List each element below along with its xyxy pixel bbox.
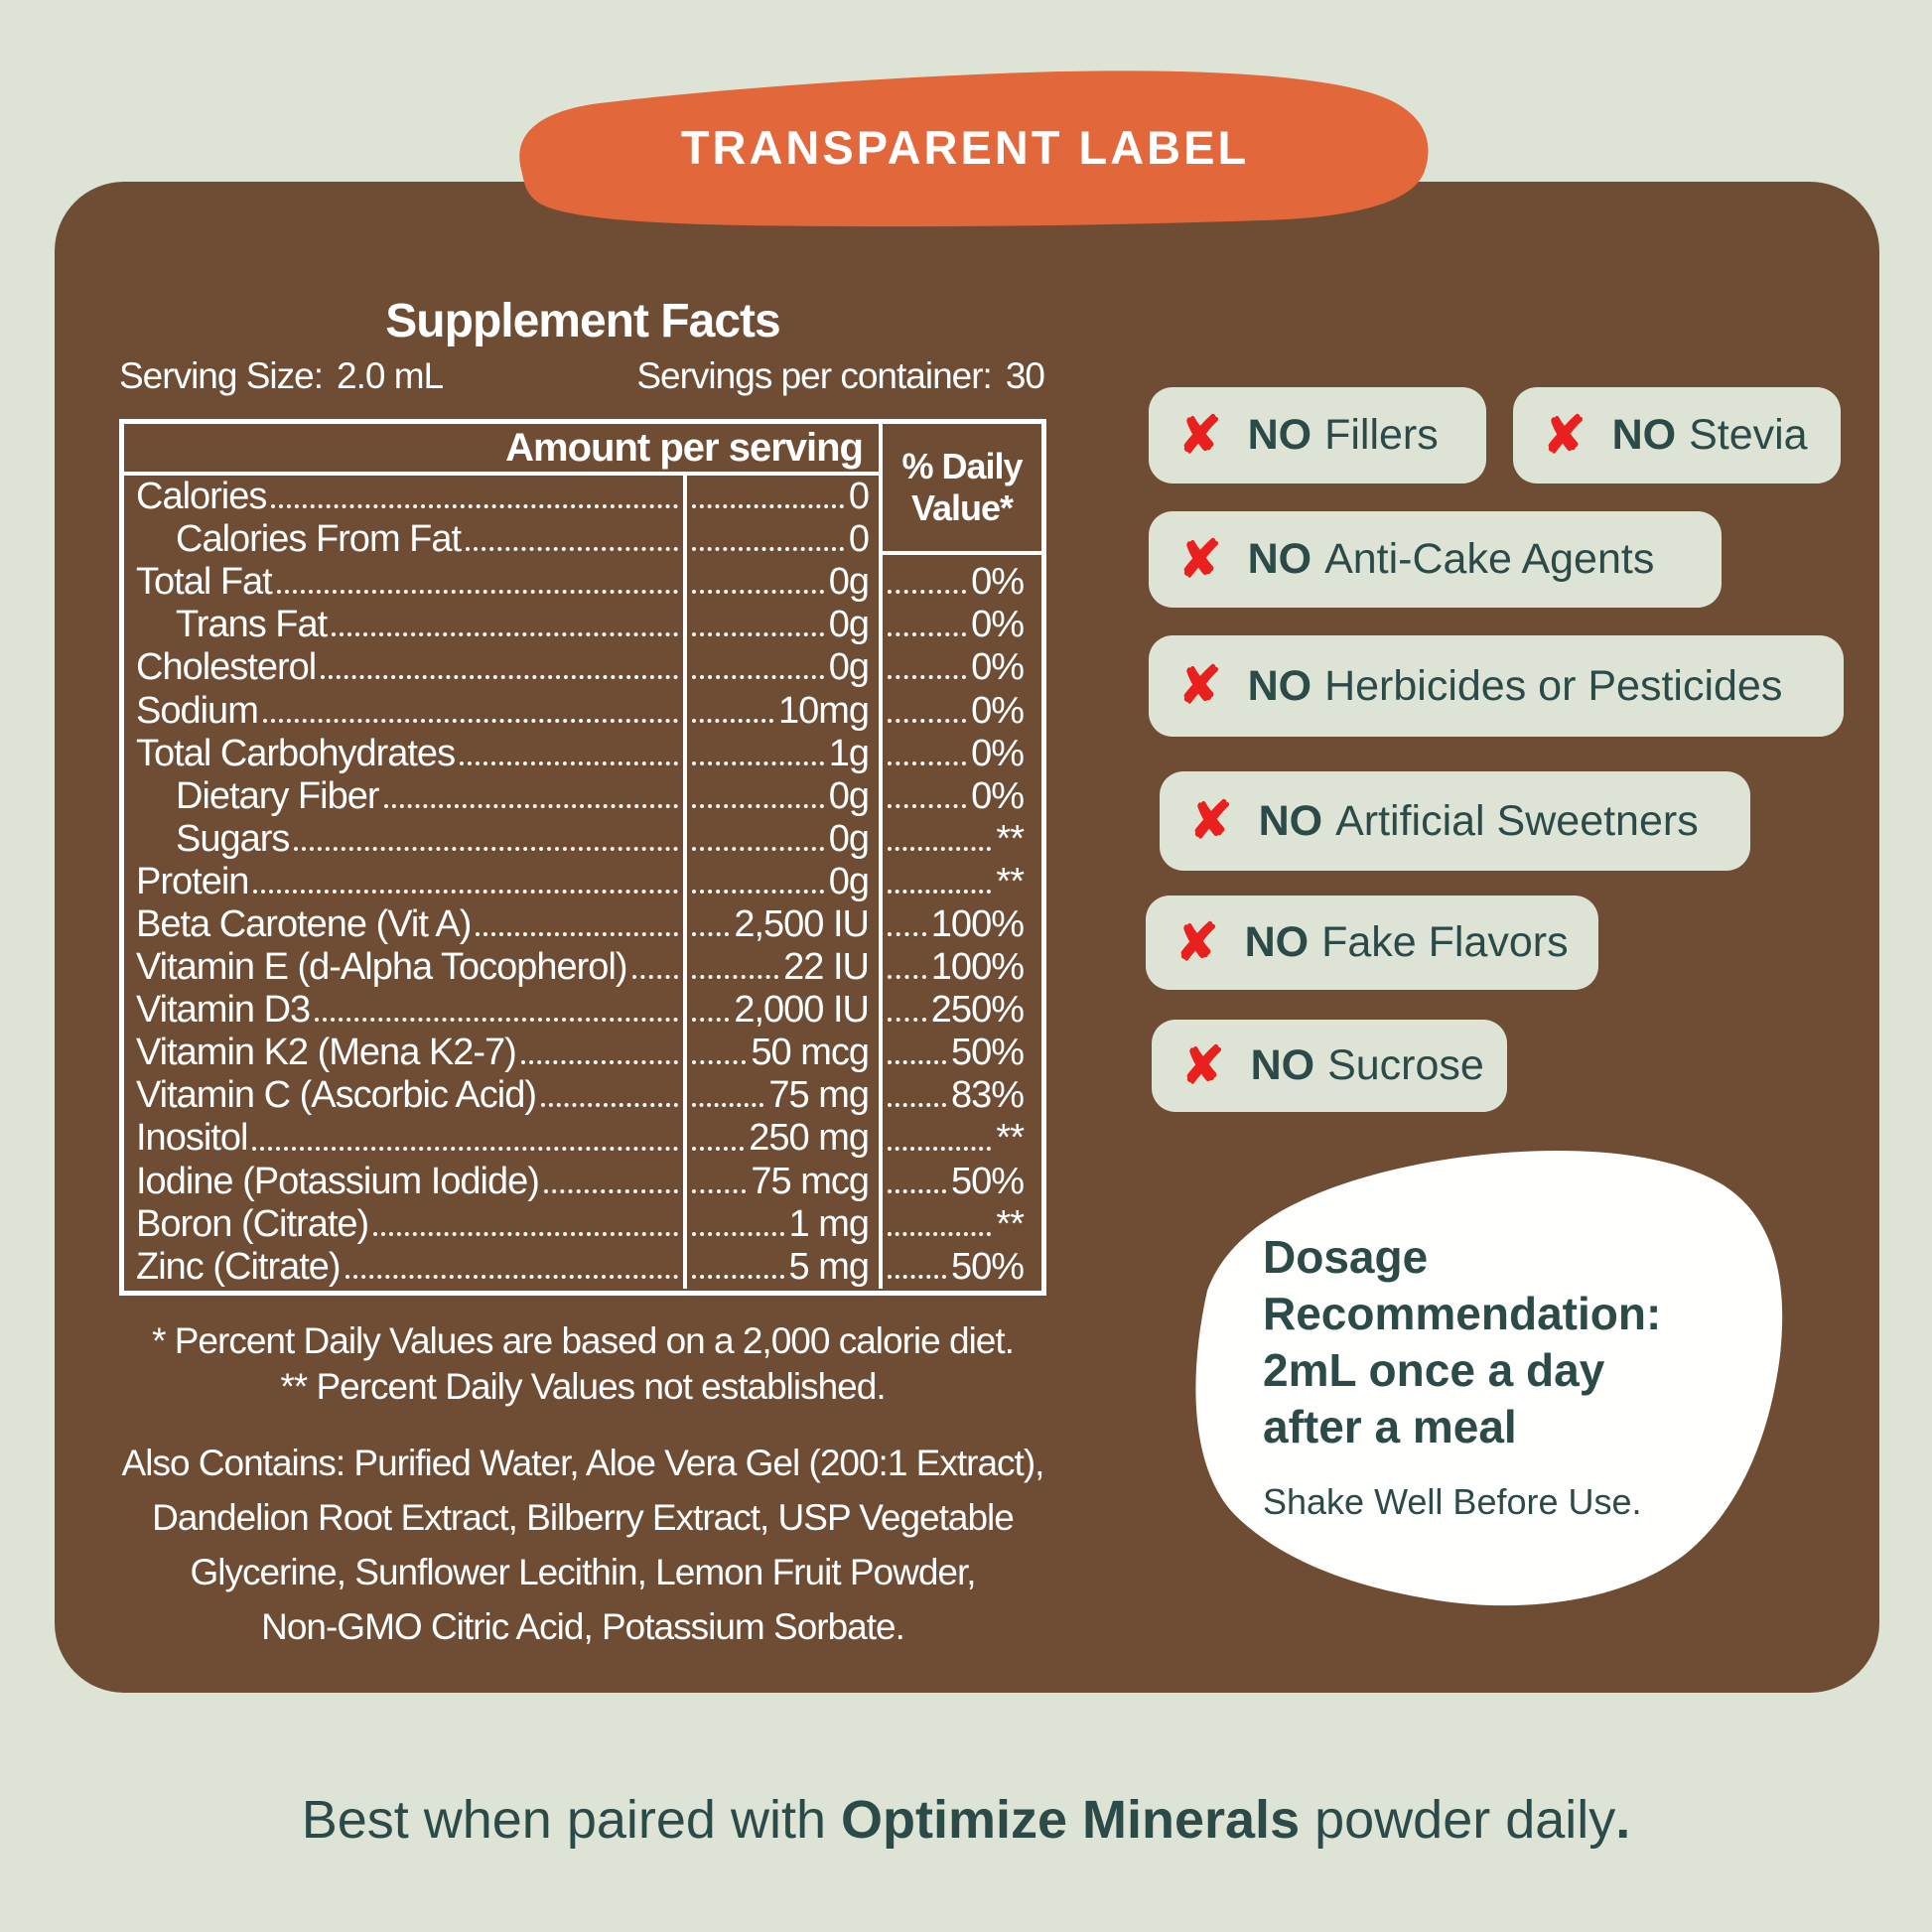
nutrient-amount: 250 mg: [749, 1117, 869, 1160]
nutrient-amount-cell: [683, 989, 879, 1032]
red-cross-icon: ✘: [1543, 406, 1587, 465]
nutrient-amount-cell: [683, 861, 879, 903]
nutrient-dv-cell: [879, 733, 1041, 775]
table-row: [124, 1074, 1041, 1117]
dot-leader: [888, 761, 966, 765]
nutrient-dv-cell: [879, 646, 1041, 689]
nutrient-dv: 0%: [971, 732, 1024, 774]
dot-leader: [888, 590, 966, 594]
nutrient-dv-cell: [879, 903, 1041, 946]
nutrient-label: Dietary Fiber: [176, 774, 379, 817]
supplement-facts-title: Supplement Facts: [385, 295, 780, 347]
also-contains-line: Dandelion Root Extract, Bilberry Extract, USP Vegetable: [152, 1497, 1014, 1538]
nutrient-dv: 250%: [930, 989, 1024, 1032]
tagline-prefix: Best when paired with: [301, 1790, 841, 1850]
nutrient-label: Total Fat: [136, 561, 272, 604]
badge-no-word: NO: [1244, 918, 1310, 966]
red-cross-icon: ✘: [1178, 657, 1222, 715]
table-row: [124, 561, 1041, 604]
dot-leader: [692, 632, 824, 636]
dot-leader: [294, 847, 678, 851]
dot-leader: [252, 1147, 678, 1151]
table-row: [124, 733, 1041, 775]
nutrient-label: Sodium: [136, 689, 258, 732]
dot-leader: [888, 1275, 946, 1279]
dot-leader: [888, 1018, 926, 1022]
nutrient-amount-cell: [683, 1246, 879, 1289]
shake-well-note: Shake Well Before Use.: [1263, 1481, 1642, 1522]
nutrient-label: Trans Fat: [176, 604, 328, 646]
dot-leader: [692, 1060, 746, 1064]
nutrient-amount: 75 mg: [768, 1074, 869, 1117]
dot-leader: [544, 1189, 678, 1193]
badge-no-word: NO: [1250, 1041, 1315, 1089]
nutrient-label-cell: [124, 1203, 683, 1246]
table-row: [124, 518, 1041, 561]
nutrient-amount-cell: [683, 818, 879, 861]
nutrient-label-cell: [124, 946, 683, 989]
table-row: [124, 818, 1041, 861]
nutrient-amount: 10mg: [777, 689, 869, 732]
dosage-recommendation-text: [1263, 1229, 1749, 1523]
serving-info-line: [119, 355, 1044, 397]
nutrient-amount-cell: [683, 775, 879, 818]
dot-leader: [476, 932, 678, 936]
nutrient-label-cell: [124, 1032, 683, 1074]
nutrient-label-cell: [124, 818, 683, 861]
nutrient-label: Beta Carotene (Vit A): [136, 902, 472, 945]
nutrient-label-cell: [124, 1161, 683, 1203]
nutrient-label-cell: [124, 604, 683, 646]
serving-size-label: Serving Size:: [119, 355, 323, 396]
nutrient-label-cell: [124, 646, 683, 689]
red-cross-icon: ✘: [1181, 1036, 1225, 1095]
no-badge-artificial-sweetners: [1160, 771, 1750, 871]
badge-no-word: NO: [1611, 411, 1677, 459]
nutrient-dv-cell: [879, 946, 1041, 989]
red-cross-icon: ✘: [1178, 530, 1222, 589]
no-badge-stevia: [1513, 387, 1841, 483]
dot-leader: [692, 675, 824, 679]
nutrient-label-cell: [124, 1246, 683, 1289]
no-badge-anti-cake-agents: [1149, 511, 1722, 608]
dot-leader: [692, 890, 824, 894]
dot-leader: [271, 504, 678, 508]
dot-leader: [888, 1189, 946, 1193]
dot-leader: [692, 1275, 784, 1279]
transparent-label-banner: [493, 64, 1437, 230]
table-row: [124, 1161, 1041, 1203]
nutrient-label: Iodine (Potassium Iodide): [136, 1160, 539, 1202]
dot-leader: [321, 675, 678, 679]
nutrient-dv-cell: [879, 518, 1041, 561]
nutrient-amount-cell: [683, 1203, 879, 1246]
nutrient-dv-cell: [879, 1246, 1041, 1289]
dot-leader: [315, 1018, 678, 1022]
nutrient-dv: **: [996, 817, 1024, 860]
dot-leader: [692, 1103, 763, 1107]
footnote-not-established: ** Percent Daily Values not established.: [280, 1366, 886, 1407]
nutrient-label-cell: [124, 1074, 683, 1117]
table-row: [124, 989, 1041, 1032]
dot-leader: [888, 719, 966, 723]
table-row: [124, 646, 1041, 689]
nutrient-dv-cell: [879, 1117, 1041, 1160]
nutrient-label-cell: [124, 775, 683, 818]
dot-leader: [692, 1232, 784, 1236]
nutrient-amount: 2,500 IU: [734, 902, 869, 945]
daily-value-header-line1: % Daily: [901, 446, 1023, 486]
nutrient-dv-cell: [879, 1203, 1041, 1246]
dot-leader: [692, 847, 824, 851]
dot-leader: [632, 975, 678, 979]
servings-label: Servings per container:: [636, 355, 992, 396]
table-row: [124, 1032, 1041, 1074]
nutrient-dv: **: [996, 1117, 1024, 1160]
nutrient-amount: 75 mcg: [751, 1160, 869, 1202]
serving-size-value: 2.0 mL: [337, 355, 444, 396]
nutrient-amount-cell: [683, 1032, 879, 1074]
table-row: [124, 689, 1041, 732]
tagline-suffix: powder daily: [1300, 1790, 1616, 1850]
dot-leader: [692, 504, 844, 508]
nutrient-amount-cell: [683, 903, 879, 946]
dot-leader: [888, 847, 991, 851]
dosage-line: Dosage: [1263, 1231, 1429, 1283]
also-contains-paragraph: [87, 1436, 1078, 1654]
nutrient-dv: **: [996, 860, 1024, 902]
table-row: [124, 903, 1041, 946]
nutrient-label-cell: [124, 561, 683, 604]
nutrient-dv: 0%: [971, 646, 1024, 689]
no-badge-fillers: [1149, 387, 1486, 483]
dot-leader: [888, 890, 991, 894]
nutrient-amount: 5 mg: [788, 1245, 869, 1288]
nutrient-label-cell: [124, 476, 683, 518]
dot-leader: [253, 890, 678, 894]
nutrient-amount: 0g: [828, 604, 869, 646]
dot-leader: [692, 932, 729, 936]
nutrient-label: Total Carbohydrates: [136, 732, 456, 774]
badge-no-word: NO: [1247, 535, 1312, 583]
nutrient-amount-cell: [683, 946, 879, 989]
dot-leader: [888, 1060, 946, 1064]
nutrient-label-cell: [124, 989, 683, 1032]
tagline-product-name: Optimize Minerals: [840, 1790, 1301, 1850]
nutrient-dv-cell: [879, 1032, 1041, 1074]
nutrient-amount-cell: [683, 1117, 879, 1160]
nutrient-dv: 50%: [950, 1245, 1024, 1288]
table-row: [124, 861, 1041, 903]
nutrient-dv: 50%: [950, 1032, 1024, 1074]
nutrient-label: Vitamin C (Ascorbic Acid): [136, 1074, 536, 1117]
also-contains-line: Glycerine, Sunflower Lecithin, Lemon Fruit Powder,: [190, 1552, 976, 1592]
dot-leader: [692, 975, 778, 979]
badge-no-word: NO: [1258, 796, 1323, 845]
dot-leader: [692, 804, 824, 808]
nutrient-amount-cell: [683, 733, 879, 775]
dot-leader: [373, 1232, 678, 1236]
nutrient-dv: 50%: [950, 1160, 1024, 1202]
dot-leader: [888, 1103, 946, 1107]
dot-leader: [692, 761, 824, 765]
badge-no-word: NO: [1247, 661, 1312, 710]
nutrient-label: Vitamin K2 (Mena K2-7): [136, 1032, 516, 1074]
dot-leader: [888, 1232, 991, 1236]
dot-leader: [466, 547, 678, 551]
nutrient-amount: 0g: [828, 860, 869, 902]
also-contains-line: Non-GMO Citric Acid, Potassium Sorbate.: [261, 1606, 904, 1647]
red-cross-icon: ✘: [1189, 792, 1233, 850]
badge-text: Sucrose: [1327, 1041, 1484, 1089]
dot-leader: [345, 1275, 678, 1279]
nutrient-label: Vitamin E (d-Alpha Tocopherol): [136, 946, 627, 989]
dot-leader: [888, 675, 966, 679]
nutrient-dv-cell: [879, 689, 1041, 732]
supplement-facts-table: [119, 419, 1046, 1296]
dot-leader: [692, 1018, 729, 1022]
nutrient-label-cell: [124, 861, 683, 903]
no-badge-herbicides-pesticides: [1149, 635, 1844, 737]
nutrient-label-cell: [124, 1117, 683, 1160]
amount-per-serving-header: Amount per serving: [124, 424, 879, 476]
dot-leader: [888, 632, 966, 636]
no-badge-fake-flavors: [1146, 896, 1598, 990]
nutrient-dv: 0%: [971, 774, 1024, 817]
nutrient-label-cell: [124, 733, 683, 775]
nutrient-label-cell: [124, 903, 683, 946]
nutrient-amount: 0: [848, 476, 869, 518]
nutrient-dv-cell: [879, 1074, 1041, 1117]
dot-leader: [332, 632, 678, 636]
nutrient-dv-cell: [879, 561, 1041, 604]
nutrient-amount: 0g: [828, 817, 869, 860]
nutrient-amount: 2,000 IU: [734, 989, 869, 1032]
nutrient-amount-cell: [683, 646, 879, 689]
badge-text: Fillers: [1324, 411, 1439, 459]
dot-leader: [692, 719, 773, 723]
dot-leader: [888, 975, 926, 979]
dot-leader: [460, 761, 678, 765]
dot-leader: [888, 1147, 991, 1151]
dot-leader: [692, 1147, 744, 1151]
nutrient-amount: 0: [848, 518, 869, 561]
nutrient-amount: 0g: [828, 646, 869, 689]
nutrient-label: Calories From Fat: [176, 518, 462, 561]
dot-leader: [277, 590, 678, 594]
red-cross-icon: ✘: [1175, 913, 1219, 972]
nutrient-dv-cell: [879, 989, 1041, 1032]
nutrient-label: Protein: [136, 860, 249, 902]
nutrient-dv-cell: [879, 1161, 1041, 1203]
nutrient-label: Inositol: [136, 1117, 248, 1160]
dot-leader: [692, 547, 844, 551]
nutrient-amount-cell: [683, 689, 879, 732]
table-row: [124, 476, 1041, 518]
nutrient-dv: 0%: [971, 561, 1024, 604]
footnote-daily-values: * Percent Daily Values are based on a 2,000 calorie diet.: [152, 1320, 1014, 1361]
badge-no-word: NO: [1247, 411, 1312, 459]
nutrient-dv: **: [996, 1202, 1024, 1245]
nutrient-dv: 0%: [971, 689, 1024, 732]
pairing-tagline: [0, 1789, 1932, 1851]
nutrient-dv-cell: [879, 861, 1041, 903]
nutrient-label: Cholesterol: [136, 646, 317, 689]
table-row: [124, 1203, 1041, 1246]
nutrient-dv-cell: [879, 818, 1041, 861]
nutrient-amount: 22 IU: [783, 946, 869, 989]
nutrient-amount: 1g: [828, 732, 869, 774]
dot-leader: [888, 932, 926, 936]
nutrient-label: Zinc (Citrate): [136, 1245, 341, 1288]
table-row: [124, 946, 1041, 989]
nutrient-dv-cell: [879, 604, 1041, 646]
nutrient-label-cell: [124, 518, 683, 561]
nutrient-amount-cell: [683, 561, 879, 604]
table-row: [124, 1246, 1041, 1289]
badge-text: Herbicides or Pesticides: [1324, 661, 1783, 710]
nutrient-dv: 100%: [930, 902, 1024, 945]
nutrient-dv: 0%: [971, 604, 1024, 646]
nutrient-dv-cell: [879, 476, 1041, 518]
red-cross-icon: ✘: [1178, 406, 1222, 465]
no-badge-sucrose: [1152, 1020, 1507, 1112]
dot-leader: [384, 804, 679, 808]
dot-leader: [541, 1103, 678, 1107]
nutrient-label: Boron (Citrate): [136, 1202, 369, 1245]
dosage-line: 2mL once a day: [1263, 1344, 1605, 1396]
table-row: [124, 1117, 1041, 1160]
nutrient-amount-cell: [683, 1074, 879, 1117]
badge-text: Fake Flavors: [1321, 918, 1569, 966]
nutrient-amount-cell: [683, 604, 879, 646]
nutrient-amount: 0g: [828, 561, 869, 604]
dot-leader: [263, 719, 678, 723]
dosage-line: after a meal: [1263, 1401, 1517, 1452]
serving-size: [119, 355, 443, 397]
servings-value: 30: [1005, 355, 1044, 396]
dot-leader: [888, 804, 966, 808]
also-contains-line: Also Contains: Purified Water, Aloe Vera Gel (200:1 Extract),: [121, 1443, 1044, 1483]
nutrient-amount: 50 mcg: [751, 1032, 869, 1074]
badge-text: Anti-Cake Agents: [1324, 535, 1655, 583]
nutrient-dv: 100%: [930, 946, 1024, 989]
nutrient-amount: 0g: [828, 774, 869, 817]
dot-leader: [521, 1060, 678, 1064]
nutrient-amount-cell: [683, 518, 879, 561]
nutrient-label: Sugars: [176, 817, 290, 860]
table-row: [124, 775, 1041, 818]
dosage-line: Recommendation:: [1263, 1288, 1662, 1339]
dot-leader: [692, 590, 824, 594]
dosage-bold-lines: [1263, 1229, 1749, 1455]
nutrient-dv: 83%: [950, 1074, 1024, 1117]
nutrient-rows: [124, 476, 1041, 1289]
nutrient-amount-cell: [683, 1161, 879, 1203]
nutrient-dv-cell: [879, 775, 1041, 818]
nutrient-amount: 1 mg: [788, 1202, 869, 1245]
nutrient-label: Vitamin D3: [136, 989, 311, 1032]
nutrient-label-cell: [124, 689, 683, 732]
servings-per-container: [636, 355, 1044, 397]
daily-value-header-line2: Value*: [910, 487, 1014, 528]
tagline-period: .: [1615, 1790, 1631, 1850]
nutrient-amount-cell: [683, 476, 879, 518]
banner-title: TRANSPARENT LABEL: [680, 120, 1250, 174]
badge-text: Artificial Sweetners: [1335, 796, 1699, 845]
table-row: [124, 604, 1041, 646]
dot-leader: [692, 1189, 746, 1193]
badge-text: Stevia: [1689, 411, 1808, 459]
nutrient-label: Calories: [136, 476, 267, 518]
